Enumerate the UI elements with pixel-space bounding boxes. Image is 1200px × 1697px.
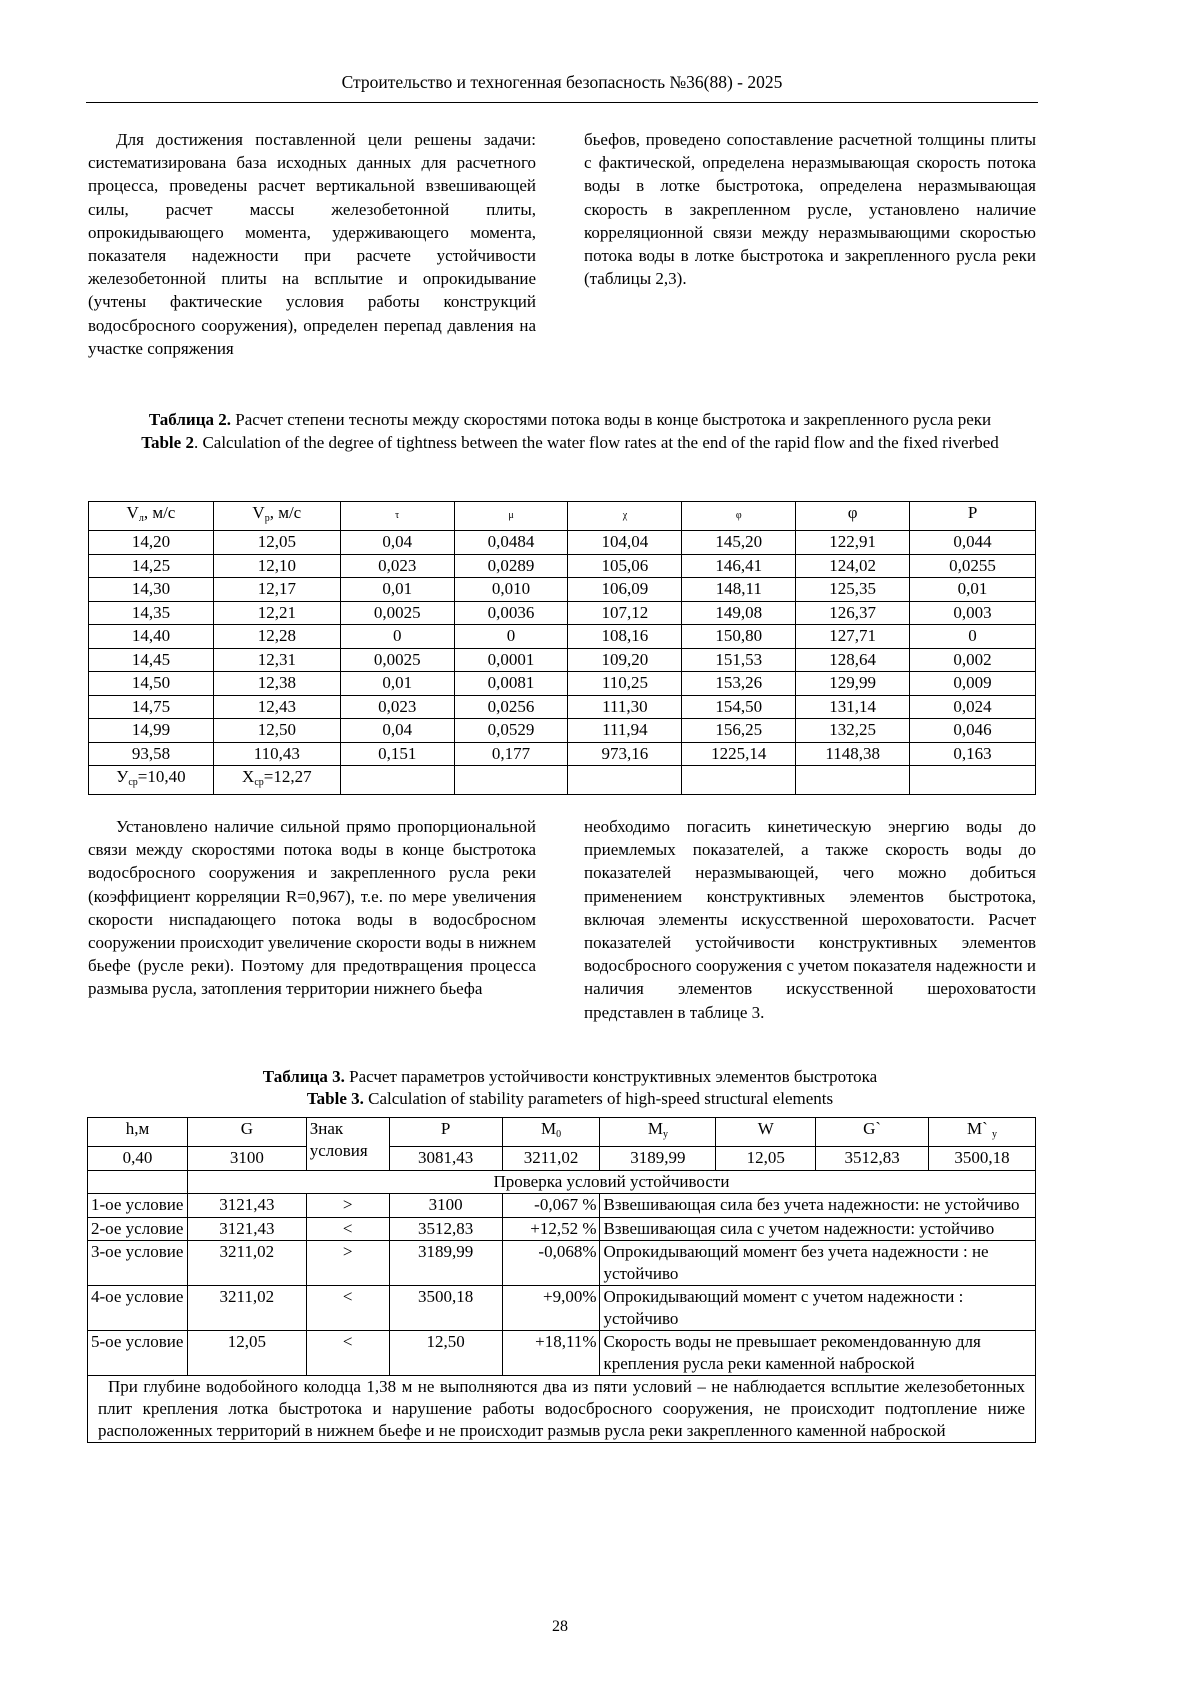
table-cell: 14,25: [89, 554, 214, 578]
table-cell: 14,50: [89, 672, 214, 696]
table-cell: 104,04: [568, 531, 682, 555]
text1-right: [584, 128, 1036, 290]
table-cell: 156,25: [682, 719, 796, 743]
empty-cell: [910, 766, 1036, 795]
table-cell: 126,37: [796, 601, 910, 625]
condition-name: 5-ое условие: [88, 1331, 188, 1376]
caption-label: Таблица 3.: [262, 1067, 345, 1086]
table-cell: 128,64: [796, 648, 910, 672]
condition-a: 3121,43: [187, 1217, 306, 1241]
condition-pct: +18,11%: [502, 1331, 600, 1376]
check-title: Проверка условий устойчивости: [187, 1170, 1035, 1194]
value-cell: 3211,02: [502, 1147, 600, 1171]
table-header-row: [89, 502, 1036, 531]
table-cell: 14,45: [89, 648, 214, 672]
caption-label: Table 2: [141, 433, 194, 452]
caption-label: Table 3.: [306, 1089, 364, 1108]
header-cell: μ: [454, 502, 568, 531]
header-rule: [86, 102, 1038, 103]
table-cell: 0,0255: [910, 554, 1036, 578]
empty-cell: [682, 766, 796, 795]
table-cell: 0,01: [340, 672, 454, 696]
table-cell: 14,75: [89, 695, 214, 719]
condition-b: 12,50: [389, 1331, 502, 1376]
value-cell: 12,05: [716, 1147, 816, 1171]
table-cell: 14,20: [89, 531, 214, 555]
table-cell: 106,09: [568, 578, 682, 602]
table-row: [89, 719, 1036, 743]
empty-cell: [568, 766, 682, 795]
condition-sign: <: [306, 1217, 389, 1241]
table-values-row: [88, 1147, 1036, 1171]
condition-desc: Взвешивающая сила с учетом надежности: устойчиво: [600, 1217, 1036, 1241]
table-cell: 0,003: [910, 601, 1036, 625]
table-cell: 14,99: [89, 719, 214, 743]
table-cell: 110,25: [568, 672, 682, 696]
condition-pct: +9,00%: [502, 1286, 600, 1331]
table-cell: 0,04: [340, 719, 454, 743]
header-cell: φ: [796, 502, 910, 531]
table-cell: 122,91: [796, 531, 910, 555]
table-cell: 0,0081: [454, 672, 568, 696]
mean-y: $У_{ср}=10,40$: [89, 766, 214, 795]
table-cell: 0,177: [454, 742, 568, 766]
value-cell: 3189,99: [600, 1147, 716, 1171]
table3-caption: [110, 1066, 1030, 1110]
empty-cell: [796, 766, 910, 795]
header-cell: G`: [816, 1118, 929, 1147]
table-cell: 111,94: [568, 719, 682, 743]
value-cell: 3081,43: [389, 1147, 502, 1171]
value-cell: 3100: [187, 1147, 306, 1171]
condition-desc: Опрокидывающий момент без учета надежности : не устойчиво: [600, 1241, 1036, 1286]
table-cell: 0,0025: [340, 648, 454, 672]
table-cell: 12,21: [213, 601, 340, 625]
text1-left: [88, 128, 536, 360]
caption-label: Таблица 2.: [148, 410, 231, 429]
table-cell: 0,0289: [454, 554, 568, 578]
table-cell: 12,50: [213, 719, 340, 743]
condition-name: 4-ое условие: [88, 1286, 188, 1331]
header-cell: $V_л$, м/с: [89, 502, 214, 531]
table-cell: 150,80: [682, 625, 796, 649]
table-cell: 0,046: [910, 719, 1036, 743]
caption-text: Calculation of stability parameters of high-speed structural elements: [363, 1089, 834, 1108]
header-cell: $М_0$: [502, 1118, 600, 1147]
table-row: [89, 578, 1036, 602]
header-cell: Р: [910, 502, 1036, 531]
header-cell: φ: [682, 502, 796, 531]
table-cell: 110,43: [213, 742, 340, 766]
table-row: [89, 648, 1036, 672]
empty-cell: [88, 1170, 188, 1194]
table-cell: 0,002: [910, 648, 1036, 672]
table-cell: 0: [910, 625, 1036, 649]
table-cell: 129,99: [796, 672, 910, 696]
empty-cell: [340, 766, 454, 795]
table-cell: 0,044: [910, 531, 1036, 555]
table-cell: 154,50: [682, 695, 796, 719]
table-cell: 0: [454, 625, 568, 649]
paragraph: Для достижения поставленной цели решены задачи: систематизирована база исходных данных для расчетного процесса, проведены расчет вертикальной взвешивающей силы, расчет массы железобетонной плиты, опрокидывающего момента, удерживающего момента, показателя надежности при расчете устойчивости железобетонной плиты на всплытие и опрокидывание (учтены фактические условия работы конструкций водосбросного сооружения), определен перепад давления на участке сопряжения: [88, 130, 536, 358]
condition-b: 3189,99: [389, 1241, 502, 1286]
condition-b: 3500,18: [389, 1286, 502, 1331]
table-cell: 0,023: [340, 695, 454, 719]
condition-a: 12,05: [187, 1331, 306, 1376]
table-cell: 0,0025: [340, 601, 454, 625]
table-cell: 124,02: [796, 554, 910, 578]
table-cell: 107,12: [568, 601, 682, 625]
mean-x: $Х_{ср}=12,27$: [213, 766, 340, 795]
table-cell: 12,10: [213, 554, 340, 578]
paragraph: Установлено наличие сильной прямо пропорциональной связи между скоростями потока воды в конце быстротока водосбросного сооружения и закрепленного русла реки (коэффициент корреляции R=0,967), т.е. по мере увеличения скорости ниспадающего потока воды в водосбросном сооружении происходит увеличение скорости воды в нижнем бьефе (русле реки). Поэтому для предотвращения процесса размыва русла, затопления территории нижнего бьефа: [88, 817, 536, 999]
table-cell: 12,38: [213, 672, 340, 696]
condition-name: 1-ое условие: [88, 1194, 188, 1218]
table-cell: 1225,14: [682, 742, 796, 766]
table-cell: 0,151: [340, 742, 454, 766]
condition-pct: -0,068%: [502, 1241, 600, 1286]
table-row: [89, 554, 1036, 578]
table-cell: 14,40: [89, 625, 214, 649]
header-cell: $М_у$: [600, 1118, 716, 1147]
table-cell: 12,31: [213, 648, 340, 672]
condition-sign: >: [306, 1194, 389, 1218]
table-cell: 12,05: [213, 531, 340, 555]
value-cell: 3500,18: [929, 1147, 1036, 1171]
condition-row: [88, 1194, 1036, 1218]
condition-desc: Опрокидывающий момент с учетом надежности : устойчиво: [600, 1286, 1036, 1331]
table-cell: 0,023: [340, 554, 454, 578]
table-cell: 125,35: [796, 578, 910, 602]
table-cell: 0,024: [910, 695, 1036, 719]
table-cell: 1148,38: [796, 742, 910, 766]
condition-desc: Взвешивающая сила без учета надежности: не устойчиво: [600, 1194, 1036, 1218]
table-cell: 12,43: [213, 695, 340, 719]
table-cell: 153,26: [682, 672, 796, 696]
paragraph: бьефов, проведено сопоставление расчетной толщины плиты с фактической, определена неразмывающая скорость потока воды в лотке быстротока, определена неразмывающая скорость в закрепленном русле, установлено наличие корреляционной связи между неразмывающими скоростью потока воды в лотке быстротока и закрепленного русла реки (таблицы 2,3).: [584, 130, 1036, 289]
table-cell: 132,25: [796, 719, 910, 743]
condition-sign: <: [306, 1331, 389, 1376]
header-cell: Р: [389, 1118, 502, 1147]
table-cell: 0: [340, 625, 454, 649]
table-row-mean: [89, 766, 1036, 795]
table-cell: 131,14: [796, 695, 910, 719]
header-cell: τ: [340, 502, 454, 531]
caption-text: . Calculation of the degree of tightness between the water flow rates at the end of the rapid flow and the fixed riverbed: [193, 433, 999, 452]
table2-caption: [110, 408, 1030, 454]
condition-desc: Скорость воды не превышает рекомендованную для крепления русла реки каменной наброской: [600, 1331, 1036, 1376]
table-cell: 111,30: [568, 695, 682, 719]
header-cell: Знак условия: [306, 1118, 389, 1171]
table-cell: 12,28: [213, 625, 340, 649]
table-cell: 109,20: [568, 648, 682, 672]
table-row: [89, 672, 1036, 696]
table-cell: 0,163: [910, 742, 1036, 766]
conclusion-row: [88, 1376, 1036, 1443]
table-cell: 105,06: [568, 554, 682, 578]
table-cell: 151,53: [682, 648, 796, 672]
table3: [87, 1117, 1036, 1443]
condition-row: [88, 1241, 1036, 1286]
table-cell: 0,0001: [454, 648, 568, 672]
table-cell: 0,0484: [454, 531, 568, 555]
caption-text: Расчет степени тесноты между скоростями потока воды в конце быстротока и закрепленного русла реки: [231, 410, 992, 429]
table-cell: 127,71: [796, 625, 910, 649]
table-cell: 0,04: [340, 531, 454, 555]
paragraph: необходимо погасить кинетическую энергию воды до приемлемых показателей, а также скорость воды до показателей неразмывающей, чего можно добиться применением конструктивных элементов быстротока, включая элементы искусственной шероховатости. Расчет показателей устойчивости конструктивных элементов водосбросного сооружения с учетом показателя надежности и наличия элементов искусственной шероховатости представлен в таблице 3.: [584, 817, 1036, 1022]
table-cell: 93,58: [89, 742, 214, 766]
table-cell: 146,41: [682, 554, 796, 578]
table-cell: 145,20: [682, 531, 796, 555]
page-number: 28: [552, 1618, 568, 1635]
table-cell: 0,009: [910, 672, 1036, 696]
condition-sign: >: [306, 1241, 389, 1286]
table-cell: 0,01: [910, 578, 1036, 602]
check-title-row: [88, 1170, 1036, 1194]
condition-row: [88, 1286, 1036, 1331]
condition-pct: -0,067 %: [502, 1194, 600, 1218]
running-header: Строительство и техногенная безопасность №36(88) - 2025: [341, 72, 783, 92]
condition-row: [88, 1217, 1036, 1241]
value-cell: 0,40: [88, 1147, 188, 1171]
text2-right: [584, 815, 1036, 1024]
condition-sign: <: [306, 1286, 389, 1331]
table-cell: 149,08: [682, 601, 796, 625]
table-cell: 0,0529: [454, 719, 568, 743]
table-cell: 148,11: [682, 578, 796, 602]
table-cell: 973,16: [568, 742, 682, 766]
header-cell: М` $_у$: [929, 1118, 1036, 1147]
table-cell: 0,010: [454, 578, 568, 602]
table-row: [89, 531, 1036, 555]
condition-name: 3-ое условие: [88, 1241, 188, 1286]
condition-b: 3100: [389, 1194, 502, 1218]
caption-text: Расчет параметров устойчивости конструктивных элементов быстротока: [344, 1067, 878, 1086]
header-cell: $V_р$, м/с: [213, 502, 340, 531]
table-cell: 14,35: [89, 601, 214, 625]
condition-b: 3512,83: [389, 1217, 502, 1241]
table-cell: 12,17: [213, 578, 340, 602]
header-cell: χ: [568, 502, 682, 531]
table-header-row: [88, 1118, 1036, 1147]
table-cell: 0,0256: [454, 695, 568, 719]
conclusion: При глубине водобойного колодца 1,38 м не выполняются два из пяти условий – не наблюдается всплытие железобетонных плит крепления лотка быстротока и нарушение работы водосбросного сооружения, не происходит подтопление ниже расположенных территорий в нижнем бьефе и не происходит размыв русла реки закрепленного каменной наброской: [88, 1376, 1036, 1443]
table-row: [89, 742, 1036, 766]
text2-left: [88, 815, 536, 1001]
condition-a: 3211,02: [187, 1286, 306, 1331]
header-cell: G: [187, 1118, 306, 1147]
condition-a: 3211,02: [187, 1241, 306, 1286]
header-cell: W: [716, 1118, 816, 1147]
condition-name: 2-ое условие: [88, 1217, 188, 1241]
value-cell: 3512,83: [816, 1147, 929, 1171]
empty-cell: [454, 766, 568, 795]
table-row: [89, 625, 1036, 649]
header-cell: h,м: [88, 1118, 188, 1147]
table-cell: 0,01: [340, 578, 454, 602]
table-row: [89, 695, 1036, 719]
table-row: [89, 601, 1036, 625]
condition-a: 3121,43: [187, 1194, 306, 1218]
table-cell: 108,16: [568, 625, 682, 649]
table-cell: 14,30: [89, 578, 214, 602]
table2: [88, 501, 1036, 795]
condition-pct: +12,52 %: [502, 1217, 600, 1241]
condition-row: [88, 1331, 1036, 1376]
table-cell: 0,0036: [454, 601, 568, 625]
